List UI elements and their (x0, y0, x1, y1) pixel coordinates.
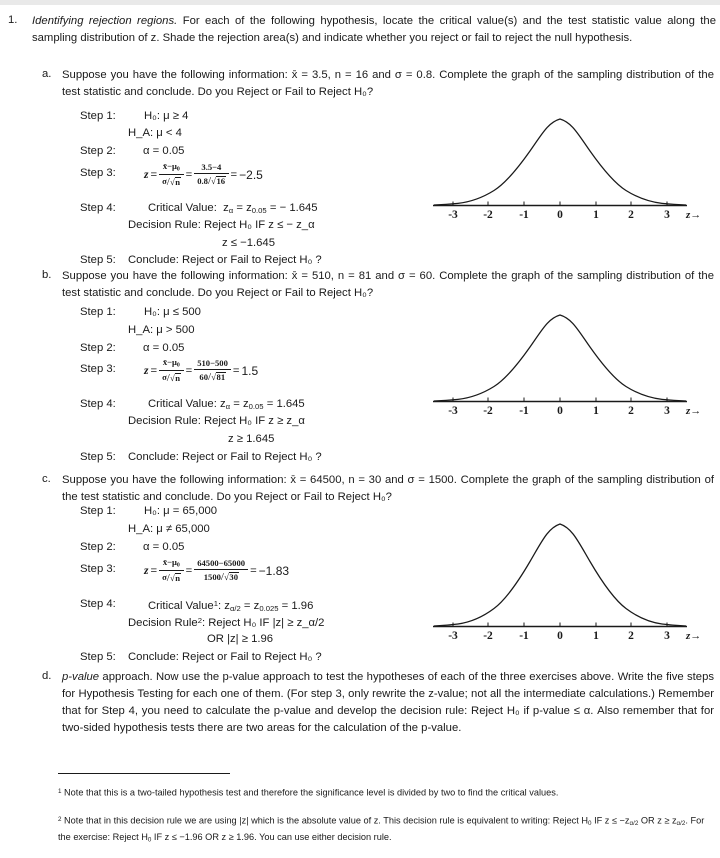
sigma-value: 0.8 (197, 175, 208, 186)
graph-c-axis-label: z→ (686, 630, 702, 642)
footnote-2-text-3: OR z ≥ z (640, 815, 677, 826)
graph-c-tick-1: 1 (593, 630, 599, 642)
critical-subscript-alpha: α (225, 401, 231, 411)
footnote-2-marker: 2 (58, 816, 62, 823)
equals-1: = (150, 169, 158, 182)
sigma-symbol: σ (162, 372, 167, 383)
radical-icon: √ (223, 572, 229, 583)
z-denominator-value (194, 175, 228, 187)
graph-b-curve (432, 301, 688, 413)
part-c-step1-label: Step 1: (80, 505, 116, 517)
part-b-z-result: 1.5 (241, 364, 259, 379)
part-a-critical-value: Critical Value: $z_\alpha = z_{0.05}$ = − 1.645 (148, 202, 318, 215)
part-a-step5-text: Conclude: Reject or Fail to Reject H₀ ? (128, 254, 322, 266)
part-a-step2-label: Step 2: (80, 145, 116, 157)
fraction-bar (159, 570, 183, 571)
decision-rule-rest: : Reject H₀ IF |z| ≥ z_α/2 (201, 617, 325, 630)
equals-3: = (230, 169, 238, 182)
footnote-marker-2: 2 (197, 616, 202, 625)
part-c-step4-label: Step 4: (80, 598, 116, 610)
equals-2: = (185, 565, 193, 578)
graph-c-tick--3: -3 (448, 630, 458, 642)
part-c-step5-label: Step 5: (80, 651, 116, 663)
slash-icon: / (166, 175, 170, 188)
fraction-bar (159, 370, 183, 371)
part-d-prompt (62, 669, 714, 737)
part-a-letter: a. (42, 68, 52, 80)
graph-a-tick-0: 0 (557, 209, 563, 221)
z-generic-denominator (159, 372, 183, 384)
part-c-step3-label: Step 3: (80, 563, 116, 575)
slash-icon: / (207, 175, 211, 188)
slash-icon: / (220, 571, 224, 584)
critical-value-label: Critical Value: (148, 398, 217, 410)
sigma-value: 1500 (203, 571, 221, 582)
part-c-step5-text: Conclude: Reject or Fail to Reject H₀ ? (128, 651, 322, 663)
part-c-prompt: Suppose you have the following information: x̄ = 64500, n = 30 and σ = 1500. Complete the graph of the sampling distribution of the test statistic and conclude. Do you Reject or Fail to Reject H₀? (62, 474, 714, 503)
radical-icon: √ (211, 176, 216, 187)
z-symbol: z (144, 365, 149, 378)
sqrt-n-value: √ 81 (211, 372, 226, 383)
critical-subscript-alpha: α (228, 205, 234, 215)
graph-b-tick-1: 1 (593, 405, 599, 417)
part-c-step2-label: Step 2: (80, 541, 116, 553)
fraction-bar (159, 174, 183, 175)
part-c-z-result: −1.83 (258, 564, 290, 579)
part-b-step2-label: Step 2: (80, 342, 116, 354)
part-c-h0: H₀: μ = 65,000 (144, 505, 218, 517)
decision-rule-label: Decision Rule (128, 617, 198, 630)
sigma-symbol: σ (162, 572, 167, 583)
critical-value-label: Critical Value: (148, 202, 217, 214)
critical-value-label: Critical Value (148, 600, 214, 613)
part-a-ha: H_A: μ < 4 (128, 127, 182, 139)
critical-subscript-level: 0.05 (251, 205, 267, 215)
item-1-intro-text: For each of the following hypothesis, locate the critical value(s) and the test statistic value along the sampling distribution of z. Shade the rejection area(s) and indicate whether you reject or fail to reject the null hypothesis. (32, 15, 716, 44)
critical-value-result: 1.96 (291, 600, 314, 613)
z-numerator-value: 510−500 (197, 357, 228, 368)
footnote-1-marker: 1 (58, 788, 62, 795)
sqrt-n: √ n (169, 373, 181, 384)
graph-b (432, 301, 702, 417)
part-a-decision-rule: Decision Rule: Reject H₀ IF z ≤ − z_α (128, 219, 315, 231)
part-b-step5-label: Step 5: (80, 451, 116, 463)
part-b-h0: H₀: μ ≤ 500 (144, 306, 201, 318)
graph-c-tick-2: 2 (628, 630, 634, 642)
footnote-2-text-1: Note that in this decision rule we are using |z| which is the absolute value of z. This decision rule is equivalent to writing: Reject H (64, 815, 589, 826)
part-c-letter: c. (42, 473, 51, 485)
graph-c-curve (432, 514, 688, 638)
z-generic-fraction (159, 358, 183, 384)
footnote-marker-1: 1 (213, 599, 218, 608)
part-a-step5-label: Step 5: (80, 254, 116, 266)
critical-subscript-level: 0.025 (259, 604, 279, 614)
graph-b-tick-2: 2 (628, 405, 634, 417)
part-c-critical-value: Critical Value$^1$: $z_{\alpha/2} = z_{0.025} = 1.96$ (148, 599, 314, 614)
part-c-z-formula (143, 558, 290, 584)
equals-2: = (185, 169, 193, 182)
z-generic-numerator: $x̄-\mu_0$ (162, 357, 180, 369)
part-b-prompt: Suppose you have the following information: x̄ = 510, n = 81 and σ = 60. Complete the graph of the sampling distribution of the test statistic and conclude. Do you Reject or Fail to Reject H₀? (62, 270, 714, 299)
graph-a-tick-3: 3 (664, 209, 670, 221)
footnote-1-text: Note that this is a two-tailed hypothesis test and therefore the significance level is divided by two to find the critical values. (64, 787, 559, 798)
z-numeric-fraction (194, 163, 228, 188)
item-number: 1. (8, 14, 18, 26)
equals-1: = (150, 365, 158, 378)
part-d-letter: d. (42, 670, 52, 682)
sigma-value: 60 (199, 371, 209, 382)
critical-subscript-alpha-half: α/2 (229, 604, 241, 614)
part-a-z-result: −2.5 (239, 168, 263, 183)
sqrt-n-value: √ 30 (223, 572, 239, 583)
part-b-decision-rule-value: z ≥ 1.645 (228, 433, 275, 445)
part-a-step4-label: Step 4: (80, 202, 116, 214)
graph-b-axis-label: z→ (686, 405, 702, 417)
part-a-h0: H₀: μ ≥ 4 (144, 110, 189, 122)
part-c-decision-rule-value: OR |z| ≥ 1.96 (207, 633, 274, 645)
part-b-step4-label: Step 4: (80, 398, 116, 410)
fraction-bar (194, 173, 228, 174)
item-1-title: Identifying rejection regions. (32, 15, 178, 27)
graph-a (432, 105, 702, 221)
sqrt-n: √ n (169, 177, 181, 188)
radical-icon: √ (169, 573, 175, 584)
part-a-decision-rule-value: z ≤ −1.645 (222, 237, 275, 249)
fraction-bar (194, 569, 248, 570)
graph-b-tick--3: -3 (448, 405, 458, 417)
part-a-alpha: α = 0.05 (143, 145, 185, 157)
critical-value-result: − 1.645 (279, 202, 318, 214)
z-symbol: z (144, 169, 149, 182)
radical-icon: √ (169, 177, 175, 188)
graph-a-tick-2: 2 (628, 209, 634, 221)
graph-a-axis-label: z→ (686, 209, 702, 221)
slash-icon: / (208, 371, 212, 384)
part-c-decision-rule (128, 614, 324, 630)
page-top-band (0, 0, 720, 5)
part-a-step3-label: Step 3: (80, 167, 116, 179)
footnote-1 (58, 785, 658, 800)
sqrt-n-value: √ 16 (211, 176, 226, 187)
part-b-z-formula (143, 358, 259, 384)
graph-b-tick-3: 3 (664, 405, 670, 417)
graph-a-tick--3: -3 (448, 209, 458, 221)
footnote-2-text-4: . For the exercise: Reject H (58, 815, 705, 842)
part-b-ha: H_A: μ > 500 (128, 324, 195, 336)
z-numeric-fraction (194, 559, 248, 584)
graph-b-tick--1: -1 (519, 405, 529, 417)
part-b-critical-value: Critical Value: $z_\alpha = z_{0.05} = 1.645$ (148, 398, 305, 411)
graph-a-curve (432, 105, 688, 217)
z-denominator-value (201, 571, 242, 583)
graph-a-tick-1: 1 (593, 209, 599, 221)
z-symbol: z (144, 565, 149, 578)
graph-c (432, 514, 702, 642)
footnote-2-text-5: IF z ≤ −1.96 OR z ≥ 1.96. You can use either decision rule. (153, 831, 392, 842)
sigma-symbol: σ (162, 176, 167, 187)
graph-b-tick--2: -2 (483, 405, 493, 417)
graph-c-tick-3: 3 (664, 630, 670, 642)
graph-c-tick-0: 0 (557, 630, 563, 642)
critical-subscript-level: 0.05 (248, 401, 264, 411)
z-generic-denominator (159, 572, 183, 584)
part-b-step5-text: Conclude: Reject or Fail to Reject H₀ ? (128, 451, 322, 463)
graph-a-tick--2: -2 (483, 209, 493, 221)
radical-icon: √ (211, 372, 217, 383)
equals-1: = (150, 565, 158, 578)
item-1-intro (32, 13, 716, 47)
z-numerator-value: 64500−65000 (197, 557, 246, 568)
slash-icon: / (166, 571, 170, 584)
graph-c-tick--2: -2 (483, 630, 493, 642)
part-d-title: p-value (62, 671, 100, 683)
part-b-step3-label: Step 3: (80, 363, 116, 375)
footnote-separator (58, 773, 230, 774)
part-a-step1-label: Step 1: (80, 110, 116, 122)
graph-a-tick--1: -1 (519, 209, 529, 221)
footnote-2-text-2: IF z ≤ −z (594, 815, 630, 826)
equals-2: = (185, 365, 193, 378)
part-a-z-formula (143, 162, 264, 188)
part-b-decision-rule: Decision Rule: Reject H₀ IF z ≥ z_α (128, 415, 305, 427)
z-numeric-fraction (194, 359, 231, 384)
z-generic-denominator (159, 176, 183, 188)
z-denominator-value (196, 371, 228, 383)
z-generic-fraction (159, 162, 183, 188)
part-c-alpha: α = 0.05 (143, 541, 185, 553)
part-c-ha: H_A: μ ≠ 65,000 (128, 523, 210, 535)
z-generic-numerator: $x̄-\mu_0$ (162, 161, 180, 173)
critical-value-result: 1.645 (276, 398, 305, 410)
z-generic-numerator: $x̄-\mu_0$ (162, 557, 180, 569)
radical-icon: √ (169, 373, 175, 384)
fraction-bar (194, 369, 231, 370)
slash-icon: / (166, 371, 170, 384)
graph-c-tick--1: -1 (519, 630, 529, 642)
footnote-2: $^2$ Note that in this decision rule we are using |z| which is the absolute value of z. This decision rule is equivalent to writing: Reject $H_0$ IF $z \le -z_{\alpha/2}$ OR $z \ge z_{\alpha/2}$. For the exercise: Reject $H_0$ IF z ≤ −1.96 OR z ≥ 1.96. You can use either decision rule. (58, 815, 705, 844)
equals-3: = (250, 565, 257, 578)
part-d-text: approach. Now use the p-value approach to test the hypotheses of each of the three exercises above. Write the five steps for Hypothesis Testing for each one of them. (For step 3, only rewrite the z-value; not all the intermediate calculations.) Remember that for Step 4, you need to calculate the p-value and develop the decision rule: Reject H₀ if p-value ≤ α. Also remember that for two-sided hypothesis tests there are two areas for the calculation of the p-value. (62, 671, 715, 734)
z-numerator-value: 3.5−4 (201, 161, 222, 172)
part-b-alpha: α = 0.05 (143, 342, 185, 354)
z-generic-fraction (159, 558, 183, 584)
graph-b-tick-0: 0 (557, 405, 563, 417)
part-a-prompt: Suppose you have the following information: x̄ = 3.5, n = 16 and σ = 0.8. Complete the graph of the sampling distribution of the test statistic and conclude. Do you Reject or Fail to Reject H₀? (62, 69, 714, 98)
part-b-letter: b. (42, 269, 52, 281)
sqrt-n: √ n (169, 573, 181, 584)
equals-3: = (232, 365, 240, 378)
part-b-step1-label: Step 1: (80, 306, 116, 318)
